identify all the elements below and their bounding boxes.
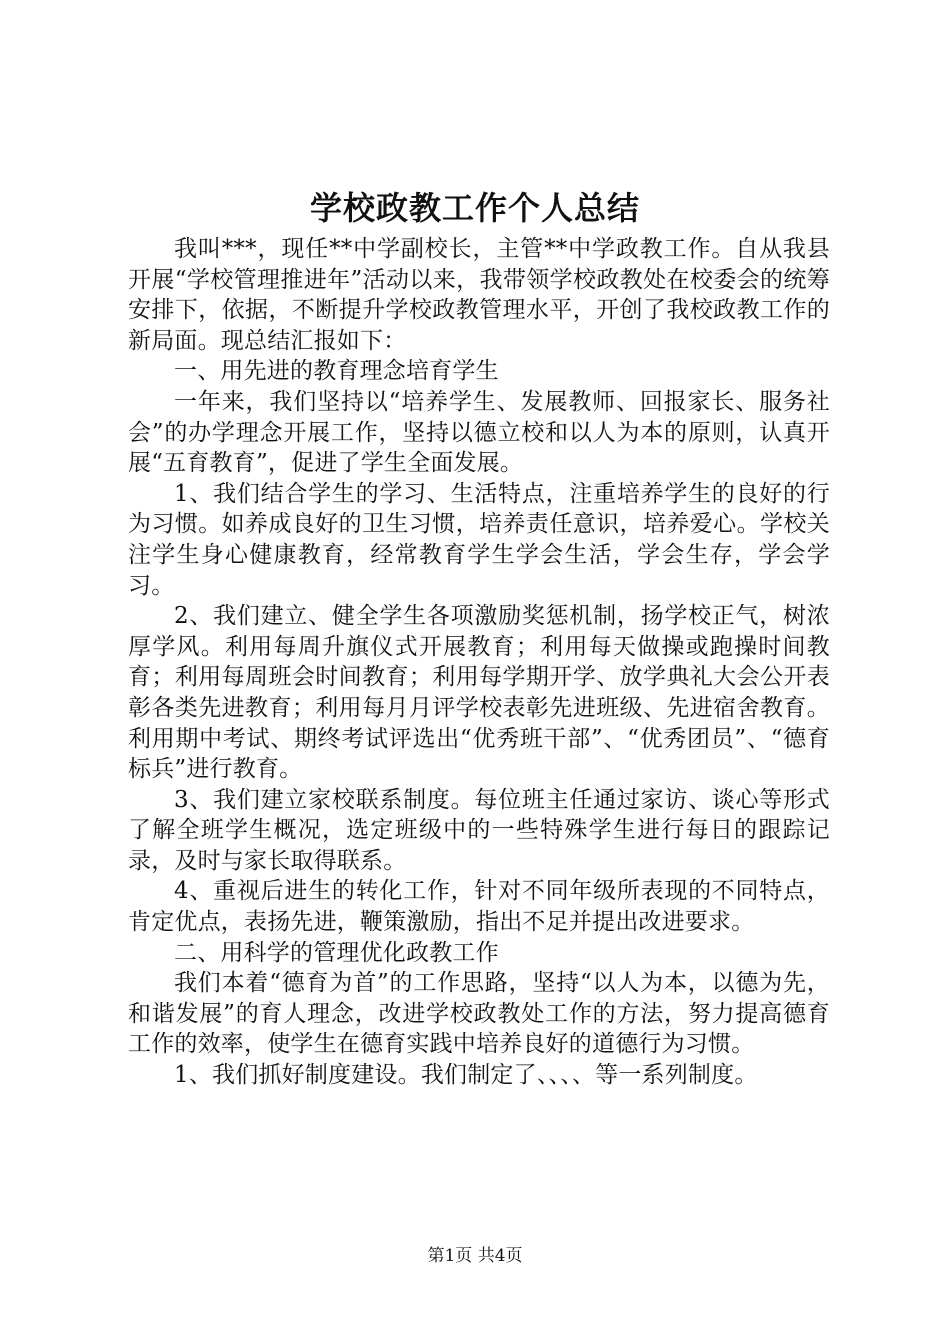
paragraph: 4、重视后进生的转化工作，针对不同年级所表现的不同特点，肯定优点，表扬先进，鞭策激励，指出不足并提出改进要求。: [128, 878, 830, 936]
paragraph: 我们本着“德育为首”的工作思路，坚持“以人为本，以德为先，和谐发展”的育人理念，改进学校政教处工作的方法，努力提高德育工作的效率，使学生在德育实践中培养良好的道德行为习惯。: [128, 970, 830, 1058]
section-heading-2: 二、用科学的管理优化政教工作: [174, 939, 499, 966]
section-heading-1: 一、用先进的教育理念培育学生: [174, 358, 499, 385]
paragraph: 1、我们结合学生的学习、生活特点，注重培养学生的良好的行为习惯。如养成良好的卫生习惯，培养责任意识，培养爱心。学校关注学生身心健康教育，经常教育学生学会生活，学会生存，学会学习。: [128, 480, 830, 599]
paragraph: 2、我们建立、健全学生各项激励奖惩机制，扬学校正气，树浓厚学风。利用每周升旗仪式开展教育；利用每天做操或跑操时间教育；利用每周班会时间教育；利用每学期开学、放学典礼大会公开表彰各类先进教育；利用每月月评学校表彰先进班级、先进宿舍教育。利用期中考试、期终考试评选出“优秀班干部”、“优秀团员”、“德育标兵”进行教育。: [128, 603, 830, 783]
paragraph: 一年来，我们坚持以“培养学生、发展教师、回报家长、服务社会”的办学理念开展工作，坚持以德立校和以人为本的原则，认真开展“五育教育”，促进了学生全面发展。: [128, 388, 830, 477]
paragraph: 3、我们建立家校联系制度。每位班主任通过家访、谈心等形式了解全班学生概况，选定班级中的一些特殊学生进行每日的跟踪记录，及时与家长取得联系。: [128, 786, 830, 874]
document-title: 学校政教工作个人总结: [309, 189, 640, 227]
paragraph-intro: 我叫***，现任**中学副校长，主管**中学政教工作。自从我县开展“学校管理推进年”活动以来，我带领学校政教处在校委会的统筹安排下，依据，不断提升学校政教管理水平，开创了我校政教工作的新局面。现总结汇报如下：: [128, 236, 830, 354]
page-number-footer: 第1页 共4页: [427, 1246, 523, 1266]
document-body: [128, 234, 830, 1091]
paragraph: 1、我们抓好制度建设。我们制定了、、、、等一系列制度。: [174, 1062, 758, 1089]
